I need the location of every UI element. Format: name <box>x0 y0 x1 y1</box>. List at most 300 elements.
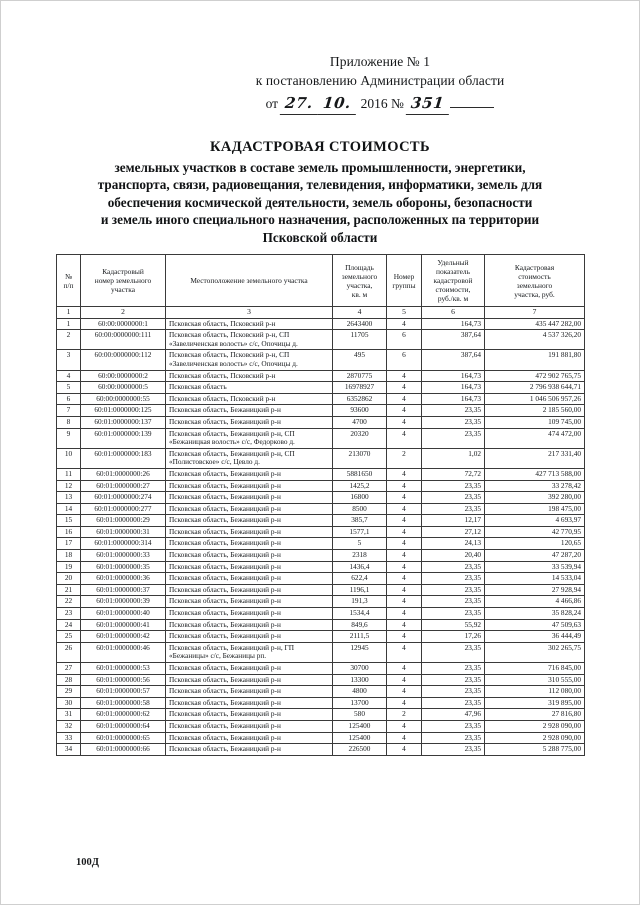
cell-group: 4 <box>387 686 422 698</box>
date-prefix: от <box>265 96 279 111</box>
cell-cadastral-value: 191 881,80 <box>485 350 585 370</box>
cell-group: 4 <box>387 584 422 596</box>
cell-index: 9 <box>57 428 81 448</box>
number-sign: № <box>391 96 404 111</box>
cell-area: 20320 <box>333 428 387 448</box>
table-row <box>57 709 585 721</box>
cell-area: 11705 <box>333 330 387 350</box>
cell-area: 1577,1 <box>333 526 387 538</box>
cell-cadastral-number: 60:01:0000000:27 <box>81 480 166 492</box>
cell-cadastral-number: 60:00:0000000:5 <box>81 382 166 394</box>
cell-location: Псковская область, Бежаницкий р-н <box>166 732 333 744</box>
cell-location: Псковская область, Псковский р-н, СП «Завеличенская волость» с/с, Опочицы д. <box>166 330 333 350</box>
header-area-l3: участка, <box>346 280 373 290</box>
cell-area: 13700 <box>333 697 387 709</box>
cell-unit-indicator: 23,35 <box>422 686 485 698</box>
cell-unit-indicator: 23,35 <box>422 663 485 675</box>
cell-group: 4 <box>387 573 422 585</box>
table-row <box>57 405 585 417</box>
cell-location: Псковская область, Бежаницкий р-н <box>166 503 333 515</box>
date-day-handwritten: 27. <box>280 92 320 115</box>
cell-group: 4 <box>387 515 422 527</box>
cell-cadastral-value: 42 770,95 <box>485 526 585 538</box>
cell-unit-indicator: 23,35 <box>422 428 485 448</box>
table-row <box>57 732 585 744</box>
header-cell-unit-indicator <box>422 255 485 307</box>
cell-area: 125400 <box>333 732 387 744</box>
cell-location: Псковская область <box>166 382 333 394</box>
cell-cadastral-number: 60:01:0000000:183 <box>81 448 166 468</box>
table-row <box>57 526 585 538</box>
cell-location: Псковская область, Бежаницкий р-н <box>166 492 333 504</box>
table-row <box>57 596 585 608</box>
cell-cadastral-number: 60:00:0000000:55 <box>81 393 166 405</box>
cell-group: 4 <box>387 744 422 756</box>
cell-area: 2318 <box>333 550 387 562</box>
cell-group: 4 <box>387 492 422 504</box>
cell-index: 2 <box>57 330 81 350</box>
cell-cadastral-value: 302 265,75 <box>485 642 585 662</box>
cell-cadastral-value: 33 539,94 <box>485 561 585 573</box>
cell-group: 4 <box>387 631 422 643</box>
cell-location: Псковская область, Псковский р-н, СП «Завеличенская волость» с/с, Опочицы д. <box>166 350 333 370</box>
cell-unit-indicator: 23,35 <box>422 573 485 585</box>
cell-area: 12945 <box>333 642 387 662</box>
page-title: КАДАСТРОВАЯ СТОИМОСТЬ <box>209 139 430 155</box>
cell-unit-indicator: 23,35 <box>422 596 485 608</box>
header-cell-index <box>57 255 81 307</box>
cell-area: 125400 <box>333 720 387 732</box>
subtitle-line-5: Псковской области <box>262 229 378 245</box>
cell-location: Псковская область, Бежаницкий р-н <box>166 744 333 756</box>
cell-index: 26 <box>57 642 81 662</box>
table-row <box>57 584 585 596</box>
cell-cadastral-number: 60:01:0000000:40 <box>81 608 166 620</box>
cell-cadastral-number: 60:01:0000000:274 <box>81 492 166 504</box>
cell-index: 30 <box>57 697 81 709</box>
header-ind-l3: кадастровой <box>433 276 473 285</box>
cell-unit-indicator: 23,35 <box>422 584 485 596</box>
header-index-l1: № <box>64 271 73 281</box>
cell-cadastral-number: 60:01:0000000:62 <box>81 709 166 721</box>
resolution-line: к постановлению Администрации области <box>255 73 505 88</box>
cell-unit-indicator: 387,64 <box>422 330 485 350</box>
cell-location: Псковская область, Бежаницкий р-н <box>166 526 333 538</box>
header-ind-l4: стоимости, <box>435 285 471 294</box>
cell-cadastral-value: 4 693,97 <box>485 515 585 527</box>
cell-index: 6 <box>57 393 81 405</box>
cell-area: 2643400 <box>333 318 387 330</box>
cell-unit-indicator: 23,35 <box>422 503 485 515</box>
cell-index: 24 <box>57 619 81 631</box>
cell-location: Псковская область, Псковский р-н <box>166 318 333 330</box>
cell-unit-indicator: 47,96 <box>422 709 485 721</box>
cell-cadastral-value: 2 928 090,00 <box>485 720 585 732</box>
cell-cadastral-number: 60:01:0000000:58 <box>81 697 166 709</box>
cell-index: 11 <box>57 468 81 480</box>
subtitle-line-1: земельных участков в составе земель промышленности, энергетики, <box>114 160 526 175</box>
cell-group: 4 <box>387 697 422 709</box>
cell-index: 18 <box>57 550 81 562</box>
table-row <box>57 686 585 698</box>
cell-cadastral-value: 27 928,94 <box>485 584 585 596</box>
header-location-l1: Местоположение земельного участка <box>190 276 308 285</box>
cell-unit-indicator: 55,92 <box>422 619 485 631</box>
cell-area: 5881650 <box>333 468 387 480</box>
cell-cadastral-value: 27 816,80 <box>485 709 585 721</box>
cell-cadastral-number: 60:00:0000000:1 <box>81 318 166 330</box>
cell-cadastral-value: 319 895,00 <box>485 697 585 709</box>
page-footer-number: 100Д <box>76 857 99 868</box>
column-number-5: 5 <box>387 307 422 319</box>
date-year: 2016 <box>360 96 388 111</box>
cell-area: 13300 <box>333 674 387 686</box>
cell-area: 6352862 <box>333 393 387 405</box>
appendix-line: Приложение № 1 <box>329 54 431 69</box>
cell-location: Псковская область, Бежаницкий р-н <box>166 584 333 596</box>
header-ind-l1: Удельный <box>437 258 469 267</box>
cell-area: 580 <box>333 709 387 721</box>
cell-unit-indicator: 23,35 <box>422 480 485 492</box>
cell-cadastral-value: 392 280,00 <box>485 492 585 504</box>
page-subtitle <box>52 159 588 246</box>
cell-group: 4 <box>387 674 422 686</box>
cell-unit-indicator: 23,35 <box>422 405 485 417</box>
cell-cadastral-number: 60:01:0000000:31 <box>81 526 166 538</box>
cell-unit-indicator: 27,12 <box>422 526 485 538</box>
cell-group: 4 <box>387 720 422 732</box>
cell-index: 22 <box>57 596 81 608</box>
cell-unit-indicator: 17,26 <box>422 631 485 643</box>
cell-cadastral-number: 60:01:0000000:29 <box>81 515 166 527</box>
table-row <box>57 550 585 562</box>
header-cell-area <box>333 255 387 307</box>
cell-unit-indicator: 23,35 <box>422 642 485 662</box>
cell-index: 29 <box>57 686 81 698</box>
cell-unit-indicator: 72,72 <box>422 468 485 480</box>
document-header <box>0 52 640 115</box>
table-row <box>57 350 585 370</box>
cell-group: 4 <box>387 663 422 675</box>
cell-unit-indicator: 23,35 <box>422 561 485 573</box>
cell-unit-indicator: 23,35 <box>422 732 485 744</box>
cell-area: 16800 <box>333 492 387 504</box>
table-row <box>57 515 585 527</box>
cell-location: Псковская область, Бежаницкий р-н, ГП «Бежаницы» с/с, Бежаницы рп. <box>166 642 333 662</box>
column-number-4: 4 <box>333 307 387 319</box>
cell-location: Псковская область, Бежаницкий р-н <box>166 468 333 480</box>
cell-area: 213070 <box>333 448 387 468</box>
table-row <box>57 642 585 662</box>
cell-cadastral-value: 198 475,00 <box>485 503 585 515</box>
cell-cadastral-number: 60:01:0000000:53 <box>81 663 166 675</box>
cadastral-value-table <box>56 254 585 756</box>
cell-cadastral-value: 14 533,04 <box>485 573 585 585</box>
cell-cadastral-value: 1 046 506 957,26 <box>485 393 585 405</box>
date-line <box>120 92 640 115</box>
table-row <box>57 608 585 620</box>
cell-location: Псковская область, Бежаницкий р-н <box>166 697 333 709</box>
header-cell-cadastral-value <box>485 255 585 307</box>
column-number-1: 1 <box>57 307 81 319</box>
table-row <box>57 720 585 732</box>
header-val-l2: стоимость <box>518 271 551 281</box>
cell-cadastral-number: 60:01:0000000:56 <box>81 674 166 686</box>
cell-unit-indicator: 164,73 <box>422 318 485 330</box>
header-cell-group <box>387 255 422 307</box>
cell-index: 1 <box>57 318 81 330</box>
cell-index: 25 <box>57 631 81 643</box>
cell-cadastral-value: 47 287,20 <box>485 550 585 562</box>
cell-unit-indicator: 387,64 <box>422 350 485 370</box>
cell-area: 8500 <box>333 503 387 515</box>
cell-location: Псковская область, Бежаницкий р-н <box>166 573 333 585</box>
cell-index: 23 <box>57 608 81 620</box>
cell-index: 4 <box>57 370 81 382</box>
cell-location: Псковская область, Бежаницкий р-н <box>166 608 333 620</box>
cell-group: 4 <box>387 642 422 662</box>
cell-unit-indicator: 23,35 <box>422 674 485 686</box>
cell-cadastral-value: 33 278,42 <box>485 480 585 492</box>
cell-location: Псковская область, Бежаницкий р-н <box>166 686 333 698</box>
table-row <box>57 393 585 405</box>
cell-location: Псковская область, Бежаницкий р-н <box>166 596 333 608</box>
cell-group: 6 <box>387 330 422 350</box>
cell-group: 4 <box>387 428 422 448</box>
cell-area: 495 <box>333 350 387 370</box>
cell-area: 191,3 <box>333 596 387 608</box>
table-row <box>57 480 585 492</box>
cell-index: 34 <box>57 744 81 756</box>
cell-cadastral-number: 60:01:0000000:137 <box>81 416 166 428</box>
cell-group: 6 <box>387 350 422 370</box>
cell-index: 13 <box>57 492 81 504</box>
cell-group: 4 <box>387 503 422 515</box>
cell-cadastral-value: 472 902 765,75 <box>485 370 585 382</box>
cell-cadastral-number: 60:01:0000000:41 <box>81 619 166 631</box>
cell-index: 19 <box>57 561 81 573</box>
cell-area: 2111,5 <box>333 631 387 643</box>
table-column-number-row <box>57 307 585 319</box>
cell-cadastral-value: 474 472,00 <box>485 428 585 448</box>
header-area-l4: кв. м <box>351 289 368 299</box>
table-row <box>57 744 585 756</box>
cell-location: Псковская область, Бежаницкий р-н <box>166 550 333 562</box>
cell-group: 4 <box>387 550 422 562</box>
cell-index: 31 <box>57 709 81 721</box>
table-row <box>57 448 585 468</box>
cell-cadastral-number: 60:01:0000000:64 <box>81 720 166 732</box>
subtitle-line-4: и земель иного специального назначения, расположенных па территории <box>100 212 540 228</box>
table-row <box>57 561 585 573</box>
cell-index: 8 <box>57 416 81 428</box>
cell-cadastral-number: 60:01:0000000:33 <box>81 550 166 562</box>
column-number-7: 7 <box>485 307 585 319</box>
cell-unit-indicator: 23,35 <box>422 720 485 732</box>
cell-index: 27 <box>57 663 81 675</box>
cell-cadastral-value: 109 745,00 <box>485 416 585 428</box>
doc-number-handwritten: 351 <box>406 92 452 115</box>
cell-group: 4 <box>387 526 422 538</box>
cell-group: 2 <box>387 448 422 468</box>
cell-cadastral-value: 35 828,24 <box>485 608 585 620</box>
cell-group: 4 <box>387 318 422 330</box>
cell-unit-indicator: 164,73 <box>422 370 485 382</box>
cell-cadastral-number: 60:01:0000000:125 <box>81 405 166 417</box>
cell-unit-indicator: 24,13 <box>422 538 485 550</box>
cell-index: 33 <box>57 732 81 744</box>
cell-cadastral-number: 60:01:0000000:46 <box>81 642 166 662</box>
cell-cadastral-value: 217 331,40 <box>485 448 585 468</box>
cell-group: 4 <box>387 468 422 480</box>
cell-cadastral-number: 60:01:0000000:42 <box>81 631 166 643</box>
cell-cadastral-value: 4 537 326,20 <box>485 330 585 350</box>
cell-cadastral-value: 2 928 090,00 <box>485 732 585 744</box>
header-val-l1: Кадастровая <box>514 262 555 272</box>
cell-location: Псковская область, Бежаницкий р-н <box>166 515 333 527</box>
header-ind-l5: руб./кв. м <box>437 294 469 303</box>
cell-cadastral-value: 120,65 <box>485 538 585 550</box>
table-row <box>57 382 585 394</box>
cell-location: Псковская область, Бежаницкий р-н, СП «Бежаницкая волость» с/с, Федорково д. <box>166 428 333 448</box>
cell-location: Псковская область, Бежаницкий р-н <box>166 416 333 428</box>
cell-area: 849,6 <box>333 619 387 631</box>
cell-group: 4 <box>387 561 422 573</box>
cell-area: 385,7 <box>333 515 387 527</box>
cell-group: 4 <box>387 382 422 394</box>
cell-cadastral-number: 60:00:0000000:2 <box>81 370 166 382</box>
table-row <box>57 619 585 631</box>
column-number-3: 3 <box>166 307 333 319</box>
cell-location: Псковская область, Бежаницкий р-н <box>166 480 333 492</box>
cell-area: 1534,4 <box>333 608 387 620</box>
cell-area: 2870775 <box>333 370 387 382</box>
table-row <box>57 631 585 643</box>
cell-cadastral-number: 60:00:0000000:111 <box>81 330 166 350</box>
table-row <box>57 573 585 585</box>
table-row <box>57 492 585 504</box>
cell-area: 4800 <box>333 686 387 698</box>
cell-cadastral-number: 60:01:0000000:37 <box>81 584 166 596</box>
table-row <box>57 674 585 686</box>
subtitle-line-2: транспорта, связи, радиовещания, телевидения, информатики, земель для <box>97 177 543 193</box>
header-val-l3: земельного <box>516 280 553 290</box>
table-row <box>57 468 585 480</box>
cell-area: 93600 <box>333 405 387 417</box>
cell-index: 20 <box>57 573 81 585</box>
cell-location: Псковская область, Бежаницкий р-н <box>166 619 333 631</box>
cell-group: 4 <box>387 619 422 631</box>
cell-unit-indicator: 164,73 <box>422 382 485 394</box>
cell-group: 4 <box>387 416 422 428</box>
table-row <box>57 416 585 428</box>
cell-unit-indicator: 20,40 <box>422 550 485 562</box>
cell-index: 21 <box>57 584 81 596</box>
cell-location: Псковская область, Бежаницкий р-н <box>166 538 333 550</box>
cell-unit-indicator: 164,73 <box>422 393 485 405</box>
cell-location: Псковская область, Псковский р-н <box>166 370 333 382</box>
header-cadnum-l2: номер земельного <box>94 276 152 285</box>
cell-cadastral-value: 310 555,00 <box>485 674 585 686</box>
cell-cadastral-number: 60:01:0000000:39 <box>81 596 166 608</box>
table-row <box>57 663 585 675</box>
header-val-l4: участка, руб. <box>514 289 555 299</box>
cell-area: 5 <box>333 538 387 550</box>
header-cadnum-l3: участка <box>111 285 135 294</box>
cell-cadastral-number: 60:01:0000000:26 <box>81 468 166 480</box>
cell-cadastral-value: 36 444,49 <box>485 631 585 643</box>
cell-location: Псковская область, Бежаницкий р-н <box>166 674 333 686</box>
table-header-row <box>57 255 585 307</box>
cell-cadastral-value: 47 509,63 <box>485 619 585 631</box>
cell-area: 622,4 <box>333 573 387 585</box>
cell-index: 12 <box>57 480 81 492</box>
cell-cadastral-number: 60:01:0000000:139 <box>81 428 166 448</box>
cell-location: Псковская область, Бежаницкий р-н <box>166 663 333 675</box>
cell-cadastral-value: 4 466,86 <box>485 596 585 608</box>
subtitle-line-3: обеспечения космической деятельности, земель обороны, безопасности <box>107 194 533 210</box>
cell-index: 3 <box>57 350 81 370</box>
cell-unit-indicator: 23,35 <box>422 416 485 428</box>
cell-cadastral-number: 60:01:0000000:57 <box>81 686 166 698</box>
cell-group: 4 <box>387 732 422 744</box>
cell-group: 4 <box>387 608 422 620</box>
cell-cadastral-value: 2 185 560,00 <box>485 405 585 417</box>
table-row <box>57 503 585 515</box>
header-cell-location <box>166 255 333 307</box>
cell-area: 1425,2 <box>333 480 387 492</box>
cell-cadastral-number: 60:01:0000000:66 <box>81 744 166 756</box>
document-title-block <box>52 138 588 246</box>
cell-group: 4 <box>387 405 422 417</box>
cell-location: Псковская область, Бежаницкий р-н <box>166 631 333 643</box>
date-month-handwritten: 10. <box>318 92 358 115</box>
cell-group: 2 <box>387 709 422 721</box>
cell-group: 4 <box>387 393 422 405</box>
cell-area: 226500 <box>333 744 387 756</box>
cell-cadastral-number: 60:01:0000000:314 <box>81 538 166 550</box>
cell-unit-indicator: 23,35 <box>422 697 485 709</box>
table-row <box>57 697 585 709</box>
cell-location: Псковская область, Бежаницкий р-н <box>166 561 333 573</box>
header-group-l2: группы <box>392 280 416 290</box>
cell-location: Псковская область, Бежаницкий р-н <box>166 709 333 721</box>
cell-area: 16978927 <box>333 382 387 394</box>
table-row <box>57 330 585 350</box>
cell-area: 4700 <box>333 416 387 428</box>
cell-group: 4 <box>387 370 422 382</box>
cell-cadastral-number: 60:00:0000000:112 <box>81 350 166 370</box>
cell-cadastral-value: 427 713 588,00 <box>485 468 585 480</box>
cell-unit-indicator: 23,35 <box>422 744 485 756</box>
header-index-l2: п/п <box>63 280 74 290</box>
header-group-l1: Номер <box>393 271 415 281</box>
header-ind-l2: показатель <box>436 267 470 276</box>
cell-unit-indicator: 23,35 <box>422 608 485 620</box>
cell-location: Псковская область, Бежаницкий р-н <box>166 405 333 417</box>
cell-cadastral-number: 60:01:0000000:36 <box>81 573 166 585</box>
cell-unit-indicator: 1,02 <box>422 448 485 468</box>
cell-location: Псковская область, Бежаницкий р-н, СП «Полистовское» с/с, Цевло д. <box>166 448 333 468</box>
header-cadnum-l1: Кадастровый <box>102 267 144 276</box>
cell-area: 1196,1 <box>333 584 387 596</box>
cell-location: Псковская область, Бежаницкий р-н <box>166 720 333 732</box>
cell-index: 14 <box>57 503 81 515</box>
cell-index: 28 <box>57 674 81 686</box>
cell-cadastral-number: 60:01:0000000:277 <box>81 503 166 515</box>
cell-group: 4 <box>387 538 422 550</box>
cell-index: 7 <box>57 405 81 417</box>
